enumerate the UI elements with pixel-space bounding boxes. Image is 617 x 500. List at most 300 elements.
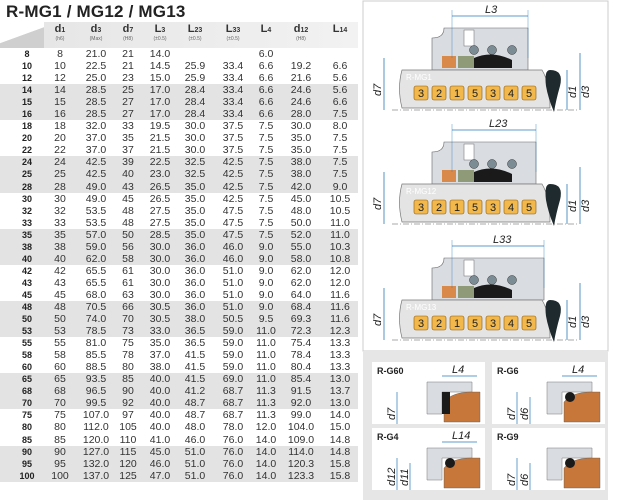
cell-d3: 62.0 xyxy=(85,252,107,265)
cell-L33: 47.5 xyxy=(222,216,244,229)
cell-d7: 66 xyxy=(122,300,134,313)
cell-L14: 13.3 xyxy=(329,361,351,374)
cell-L4: 9.0 xyxy=(258,240,274,253)
part-number: 1 xyxy=(453,88,461,100)
column-subscript: 1 xyxy=(61,27,66,34)
row-size-label: 24 xyxy=(21,157,33,168)
cell-L33: 33.4 xyxy=(222,84,244,97)
dimension-label: d7 xyxy=(372,313,384,326)
cell-d3: 88.5 xyxy=(85,361,107,374)
cell-d7: 105 xyxy=(119,421,137,434)
cell-d1: 75 xyxy=(54,409,66,422)
cell-L33: 51.0 xyxy=(222,288,244,301)
cell-L33: 37.5 xyxy=(222,144,244,157)
dimension-label: d6 xyxy=(519,473,531,486)
cell-L14: 10.8 xyxy=(329,252,351,265)
set-screw xyxy=(464,260,474,276)
cell-L3: 19.5 xyxy=(149,120,171,133)
face-part xyxy=(458,286,474,298)
dimension-label: d1 xyxy=(567,85,579,98)
table-row xyxy=(0,168,358,180)
cell-L14: 13.0 xyxy=(329,397,351,410)
dimension-label: L3 xyxy=(485,4,498,16)
cell-d7: 58 xyxy=(122,252,134,265)
cell-L3: 28.5 xyxy=(149,228,171,241)
row-size-label: 100 xyxy=(19,470,35,481)
part-number: 4 xyxy=(507,318,515,330)
cell-d1: 35 xyxy=(54,228,66,241)
cell-L33: 33.4 xyxy=(222,72,244,85)
part-number: 3 xyxy=(489,318,497,330)
cell-L23: 36.0 xyxy=(184,300,206,313)
row-size-label: 10 xyxy=(21,61,33,72)
cell-L23: 36.0 xyxy=(184,252,206,265)
cell-d7: 115 xyxy=(119,445,137,458)
cell-L4: 7.5 xyxy=(258,216,274,229)
set-screw xyxy=(464,144,474,160)
cell-L14: 14.8 xyxy=(329,445,351,458)
part-number: 3 xyxy=(417,202,425,214)
table-row xyxy=(0,289,358,301)
cell-L4: 7.5 xyxy=(258,228,274,241)
cell-d12: 19.2 xyxy=(290,60,312,73)
o-ring xyxy=(488,46,497,55)
cell-d7: 48 xyxy=(122,216,134,229)
diagram-panel xyxy=(362,0,617,500)
cell-d3: 53.5 xyxy=(85,216,107,229)
cell-d3: 65.5 xyxy=(85,264,107,277)
cell-L33: 46.0 xyxy=(222,252,244,265)
dimension-label: L33 xyxy=(493,234,512,246)
cell-d7: 63 xyxy=(122,288,134,301)
cell-L23: 36.0 xyxy=(184,288,206,301)
cell-L3: 15.0 xyxy=(149,72,171,85)
dimension-label: d1 xyxy=(567,199,579,212)
column-symbol: d xyxy=(90,23,98,35)
cell-L33: 68.7 xyxy=(222,409,244,422)
table-row xyxy=(0,132,358,144)
cell-d12: 30.0 xyxy=(290,120,312,133)
table-row xyxy=(0,361,358,373)
row-size-label: 85 xyxy=(21,434,33,445)
dimension-label: d7 xyxy=(372,197,384,210)
cell-d1: 8 xyxy=(57,48,63,60)
row-size-label: 25 xyxy=(21,169,33,180)
cell-L33: 78.0 xyxy=(222,421,244,434)
seat-label: R-G9 xyxy=(497,432,519,442)
cell-d12: 38.0 xyxy=(290,156,312,169)
cell-d12: 75.4 xyxy=(290,337,312,350)
o-ring xyxy=(488,276,497,285)
cell-L14: 13.3 xyxy=(329,349,351,362)
part-number: 5 xyxy=(471,318,479,330)
cell-d1: 60 xyxy=(54,361,66,374)
cell-d1: 33 xyxy=(54,216,66,229)
dimension-label: d7 xyxy=(372,83,384,96)
cell-L4: 9.0 xyxy=(258,288,274,301)
cell-L4: 9.0 xyxy=(258,252,274,265)
part-number: 4 xyxy=(507,88,515,100)
cell-d1: 50 xyxy=(54,313,66,326)
column-header-d12 xyxy=(294,24,309,43)
row-size-label: 20 xyxy=(21,133,33,144)
row-size-label: 42 xyxy=(21,265,33,276)
cell-d1: 22 xyxy=(54,144,66,157)
cell-L4: 14.0 xyxy=(255,433,277,446)
table-row xyxy=(0,60,358,72)
cell-L23: 36.5 xyxy=(184,325,206,338)
part-number: 1 xyxy=(453,318,461,330)
cell-L23: 35.0 xyxy=(184,204,206,217)
table-row xyxy=(0,373,358,385)
cell-L4: 7.5 xyxy=(258,132,274,145)
cell-L14: 15.8 xyxy=(329,457,351,470)
cell-L4: 6.6 xyxy=(258,72,274,85)
cell-d3: 49.0 xyxy=(85,192,107,205)
row-size-label: 32 xyxy=(21,205,33,216)
cell-d7: 21 xyxy=(122,60,134,73)
seat-label: R-G60 xyxy=(377,366,404,376)
row-size-label: 58 xyxy=(21,350,33,361)
cell-d3: 28.5 xyxy=(85,108,107,121)
cell-L23: 41.2 xyxy=(184,385,206,398)
row-size-label: 8 xyxy=(24,49,30,59)
part-number: 5 xyxy=(471,202,479,214)
cell-L33: 37.5 xyxy=(222,120,244,133)
cell-L3: 40.0 xyxy=(149,373,171,386)
cell-d3: 42.5 xyxy=(85,156,107,169)
cell-d3: 37.0 xyxy=(85,132,107,145)
table-row xyxy=(0,229,358,241)
table-row xyxy=(0,397,358,409)
cell-L3: 30.0 xyxy=(149,252,171,265)
cell-L4: 9.0 xyxy=(258,276,274,289)
cell-d7: 48 xyxy=(122,204,134,217)
column-tolerance: (H8) xyxy=(296,36,306,42)
cell-d3: 37.0 xyxy=(85,144,107,157)
part-number: 2 xyxy=(435,202,443,214)
column-subscript: 23 xyxy=(194,27,203,34)
table-row xyxy=(0,217,358,229)
cell-L4: 11.3 xyxy=(256,385,276,398)
table-body xyxy=(0,48,358,482)
cell-L23: 51.0 xyxy=(184,457,206,470)
dimension-label: d3 xyxy=(580,315,592,328)
cell-d7: 25 xyxy=(122,84,134,97)
cell-d1: 68 xyxy=(54,385,66,398)
cell-L23: 35.0 xyxy=(184,216,206,229)
column-tolerance: (Max) xyxy=(89,36,103,42)
cell-L14: 11.6 xyxy=(330,313,350,326)
column-symbol: d xyxy=(54,23,62,35)
table-row xyxy=(0,277,358,289)
cell-d12: 69.3 xyxy=(290,313,312,326)
cell-L14: 10.5 xyxy=(329,204,351,217)
cell-d7: 35 xyxy=(122,132,134,145)
cell-d1: 15 xyxy=(54,96,66,109)
cell-L33: 42.5 xyxy=(222,180,244,193)
cell-d7: 120 xyxy=(119,457,137,470)
column-tolerance: (±0.5) xyxy=(153,36,167,42)
cell-d3: 68.0 xyxy=(85,288,107,301)
dimension-label: d11 xyxy=(399,468,411,486)
cell-d3: 81.0 xyxy=(85,337,107,350)
cell-d1: 25 xyxy=(54,168,66,181)
cell-d12: 38.0 xyxy=(290,168,312,181)
cell-L33: 59.0 xyxy=(222,361,244,374)
cell-d12: 72.3 xyxy=(290,325,312,338)
cell-L23: 36.0 xyxy=(184,276,206,289)
cell-L14: 7.5 xyxy=(332,132,348,145)
table-row xyxy=(0,421,358,433)
cell-L4: 7.5 xyxy=(258,120,274,133)
table-row xyxy=(0,349,358,361)
seat-card-r-g6 xyxy=(492,362,605,424)
cell-L23: 30.0 xyxy=(184,132,206,145)
row-size-label: 43 xyxy=(21,277,33,288)
cell-d12: 45.0 xyxy=(290,192,312,205)
cell-d3: 59.0 xyxy=(85,240,107,253)
seat-card-r-g9 xyxy=(492,428,605,490)
cell-L3: 30.0 xyxy=(149,240,171,253)
cell-d12: 35.0 xyxy=(290,144,312,157)
seat-label: R-G6 xyxy=(497,366,519,376)
table-row xyxy=(0,96,358,108)
column-tolerance: (±0.5) xyxy=(226,36,240,42)
cell-L3: 27.5 xyxy=(149,216,171,229)
table-row xyxy=(0,108,358,120)
cell-L3: 38.0 xyxy=(149,361,171,374)
cell-L3: 30.0 xyxy=(149,288,171,301)
cell-L33: 42.5 xyxy=(222,156,244,169)
part-number: 2 xyxy=(435,88,443,100)
cell-L3: 30.5 xyxy=(149,313,171,326)
cell-L4: 6.0 xyxy=(258,48,274,60)
part-number: 3 xyxy=(489,202,497,214)
cell-L4: 9.5 xyxy=(258,313,274,326)
row-size-label: 22 xyxy=(21,145,33,156)
cell-d1: 10 xyxy=(54,60,66,73)
cell-L23: 41.5 xyxy=(184,349,206,362)
cell-d12: 99.0 xyxy=(290,409,312,422)
cell-d12: 123.3 xyxy=(287,469,315,482)
cell-L33: 76.0 xyxy=(222,469,244,482)
cell-L23: 48.0 xyxy=(184,421,206,434)
cell-L3: 21.5 xyxy=(149,144,171,157)
cell-d12: 48.0 xyxy=(290,204,312,217)
cell-d1: 14 xyxy=(54,84,66,97)
row-size-label: 28 xyxy=(21,181,33,192)
cell-L33: 33.4 xyxy=(222,108,244,121)
row-size-label: 16 xyxy=(21,109,33,120)
table-row xyxy=(0,458,358,470)
cell-d12: 91.5 xyxy=(290,385,312,398)
column-subscript: 14 xyxy=(339,27,348,34)
dimension-label: d7 xyxy=(386,407,398,420)
column-header-L33 xyxy=(226,24,241,43)
cell-d3: 99.5 xyxy=(85,397,107,410)
cell-d1: 12 xyxy=(54,72,66,85)
cell-L33: 50.5 xyxy=(222,313,244,326)
cell-d1: 55 xyxy=(54,337,66,350)
cell-L33: 68.7 xyxy=(222,397,244,410)
cell-L3: 26.5 xyxy=(149,192,171,205)
table-row xyxy=(0,446,358,458)
row-size-label: 53 xyxy=(21,326,33,337)
cell-L14: 7.5 xyxy=(332,144,348,157)
cell-L23: 30.0 xyxy=(184,144,206,157)
column-subscript: 3 xyxy=(97,27,102,34)
cell-L14: 12.0 xyxy=(329,264,351,277)
cell-d3: 22.5 xyxy=(85,60,107,73)
cell-d7: 125 xyxy=(119,469,137,482)
cell-L3: 30.0 xyxy=(149,276,171,289)
cell-L23: 41.5 xyxy=(184,361,206,374)
cell-L33: 51.0 xyxy=(222,264,244,277)
cell-d1: 18 xyxy=(54,120,66,133)
cell-L3: 47.0 xyxy=(149,469,171,482)
cell-d3: 132.0 xyxy=(82,457,110,470)
cell-L4: 7.5 xyxy=(258,192,274,205)
cell-L4: 14.0 xyxy=(255,469,277,482)
cell-d1: 20 xyxy=(54,132,66,145)
cell-L23: 25.9 xyxy=(184,72,206,85)
table-row xyxy=(0,265,358,277)
cell-L3: 17.0 xyxy=(149,84,171,97)
cell-L33: 33.4 xyxy=(222,60,244,73)
cell-d3: 49.0 xyxy=(85,180,107,193)
cell-d12: 21.6 xyxy=(290,72,312,85)
set-screw xyxy=(464,30,474,46)
table-row xyxy=(0,409,358,421)
seat-card-r-g60 xyxy=(372,362,485,424)
cell-d3: 107.0 xyxy=(82,409,110,422)
cell-d1: 95 xyxy=(54,457,66,470)
cell-L3: 23.0 xyxy=(149,168,171,181)
cell-L4: 11.3 xyxy=(256,409,276,422)
cell-L14: 10.5 xyxy=(329,192,351,205)
cell-d3: 78.5 xyxy=(85,325,107,338)
table-row xyxy=(0,181,358,193)
cell-d3: 96.5 xyxy=(85,385,107,398)
diagram-label: R-MG12 xyxy=(406,187,437,196)
part-number: 3 xyxy=(417,318,425,330)
o-ring xyxy=(445,458,455,468)
cell-L4: 7.5 xyxy=(258,168,274,181)
cell-d12: 24.6 xyxy=(290,96,312,109)
cell-L33: 76.0 xyxy=(222,433,244,446)
cell-L3: 14.0 xyxy=(149,48,171,60)
column-header-L3 xyxy=(153,24,166,43)
row-size-label: 60 xyxy=(21,362,33,373)
cell-d1: 90 xyxy=(54,445,66,458)
column-symbol: L xyxy=(187,23,195,35)
cell-d12: 35.0 xyxy=(290,132,312,145)
cell-L3: 40.0 xyxy=(149,409,171,422)
cell-L4: 11.0 xyxy=(256,349,276,362)
cell-d1: 42 xyxy=(54,264,66,277)
cell-L3: 30.5 xyxy=(149,300,171,313)
cell-d1: 24 xyxy=(54,156,66,169)
cell-d12: 78.4 xyxy=(290,349,312,362)
cell-d7: 75 xyxy=(122,337,134,350)
column-tolerance: (h6) xyxy=(55,36,65,42)
header-corner xyxy=(0,22,44,48)
cell-L23: 38.0 xyxy=(184,313,206,326)
page-title: R-MG1 / MG12 / MG13 xyxy=(6,2,186,21)
cell-L33: 33.4 xyxy=(222,96,244,109)
dimension-label: d6 xyxy=(519,407,531,420)
row-size-label: 30 xyxy=(21,193,33,204)
cell-d1: 58 xyxy=(54,349,66,362)
cell-d12: 24.6 xyxy=(290,84,312,97)
part-number: 5 xyxy=(471,88,479,100)
cell-d3: 137.0 xyxy=(82,469,110,482)
cell-L14: 11.0 xyxy=(330,228,350,241)
cell-d3: 127.0 xyxy=(82,445,110,458)
cell-L14: 13.3 xyxy=(329,337,351,350)
cell-L23: 28.4 xyxy=(184,108,206,121)
part-number: 1 xyxy=(453,202,461,214)
part-number: 2 xyxy=(435,318,443,330)
cell-L14: 11.0 xyxy=(330,216,350,229)
cell-L3: 26.5 xyxy=(149,180,171,193)
cell-d3: 85.5 xyxy=(85,349,107,362)
row-size-label: 68 xyxy=(21,386,33,397)
part-number: 5 xyxy=(525,202,533,214)
row-size-label: 35 xyxy=(21,229,33,240)
cell-L4: 11.0 xyxy=(256,361,276,374)
column-subscript: 7 xyxy=(129,27,134,34)
cell-L4: 6.6 xyxy=(258,60,274,73)
cell-L4: 11.3 xyxy=(256,397,276,410)
table-row xyxy=(0,84,358,96)
table-row xyxy=(0,301,358,313)
cell-d12: 80.4 xyxy=(290,361,312,374)
row-size-label: 15 xyxy=(21,97,33,108)
cell-d12: 114.0 xyxy=(288,445,314,458)
table-row xyxy=(0,72,358,84)
row-size-label: 12 xyxy=(21,73,33,84)
cell-d3: 70.5 xyxy=(85,300,107,313)
cell-d7: 92 xyxy=(122,397,134,410)
table-row xyxy=(0,156,358,168)
cell-L4: 6.6 xyxy=(258,84,274,97)
column-header-L23 xyxy=(188,24,203,43)
column-header-d7 xyxy=(123,24,134,43)
cell-L3: 46.0 xyxy=(149,457,171,470)
cell-L3: 17.0 xyxy=(149,96,171,109)
cell-d1: 80 xyxy=(54,421,66,434)
cell-d7: 23 xyxy=(122,72,134,85)
cell-d12: 55.0 xyxy=(290,240,312,253)
table-row xyxy=(0,144,358,156)
o-ring xyxy=(508,46,517,55)
dimension-label: L14 xyxy=(452,430,471,442)
cell-L14: 7.5 xyxy=(332,108,348,121)
table-row xyxy=(0,434,358,446)
cell-L14: 5.6 xyxy=(332,84,348,97)
cell-d7: 73 xyxy=(122,325,134,338)
cell-d7: 33 xyxy=(122,120,134,133)
cell-d1: 16 xyxy=(54,108,66,121)
row-size-label: 80 xyxy=(21,422,33,433)
row-size-label: 40 xyxy=(21,253,33,264)
cell-L4: 6.6 xyxy=(258,96,274,109)
table-row xyxy=(0,337,358,349)
column-symbol: L xyxy=(332,23,340,35)
cell-d3: 120.0 xyxy=(82,433,110,446)
